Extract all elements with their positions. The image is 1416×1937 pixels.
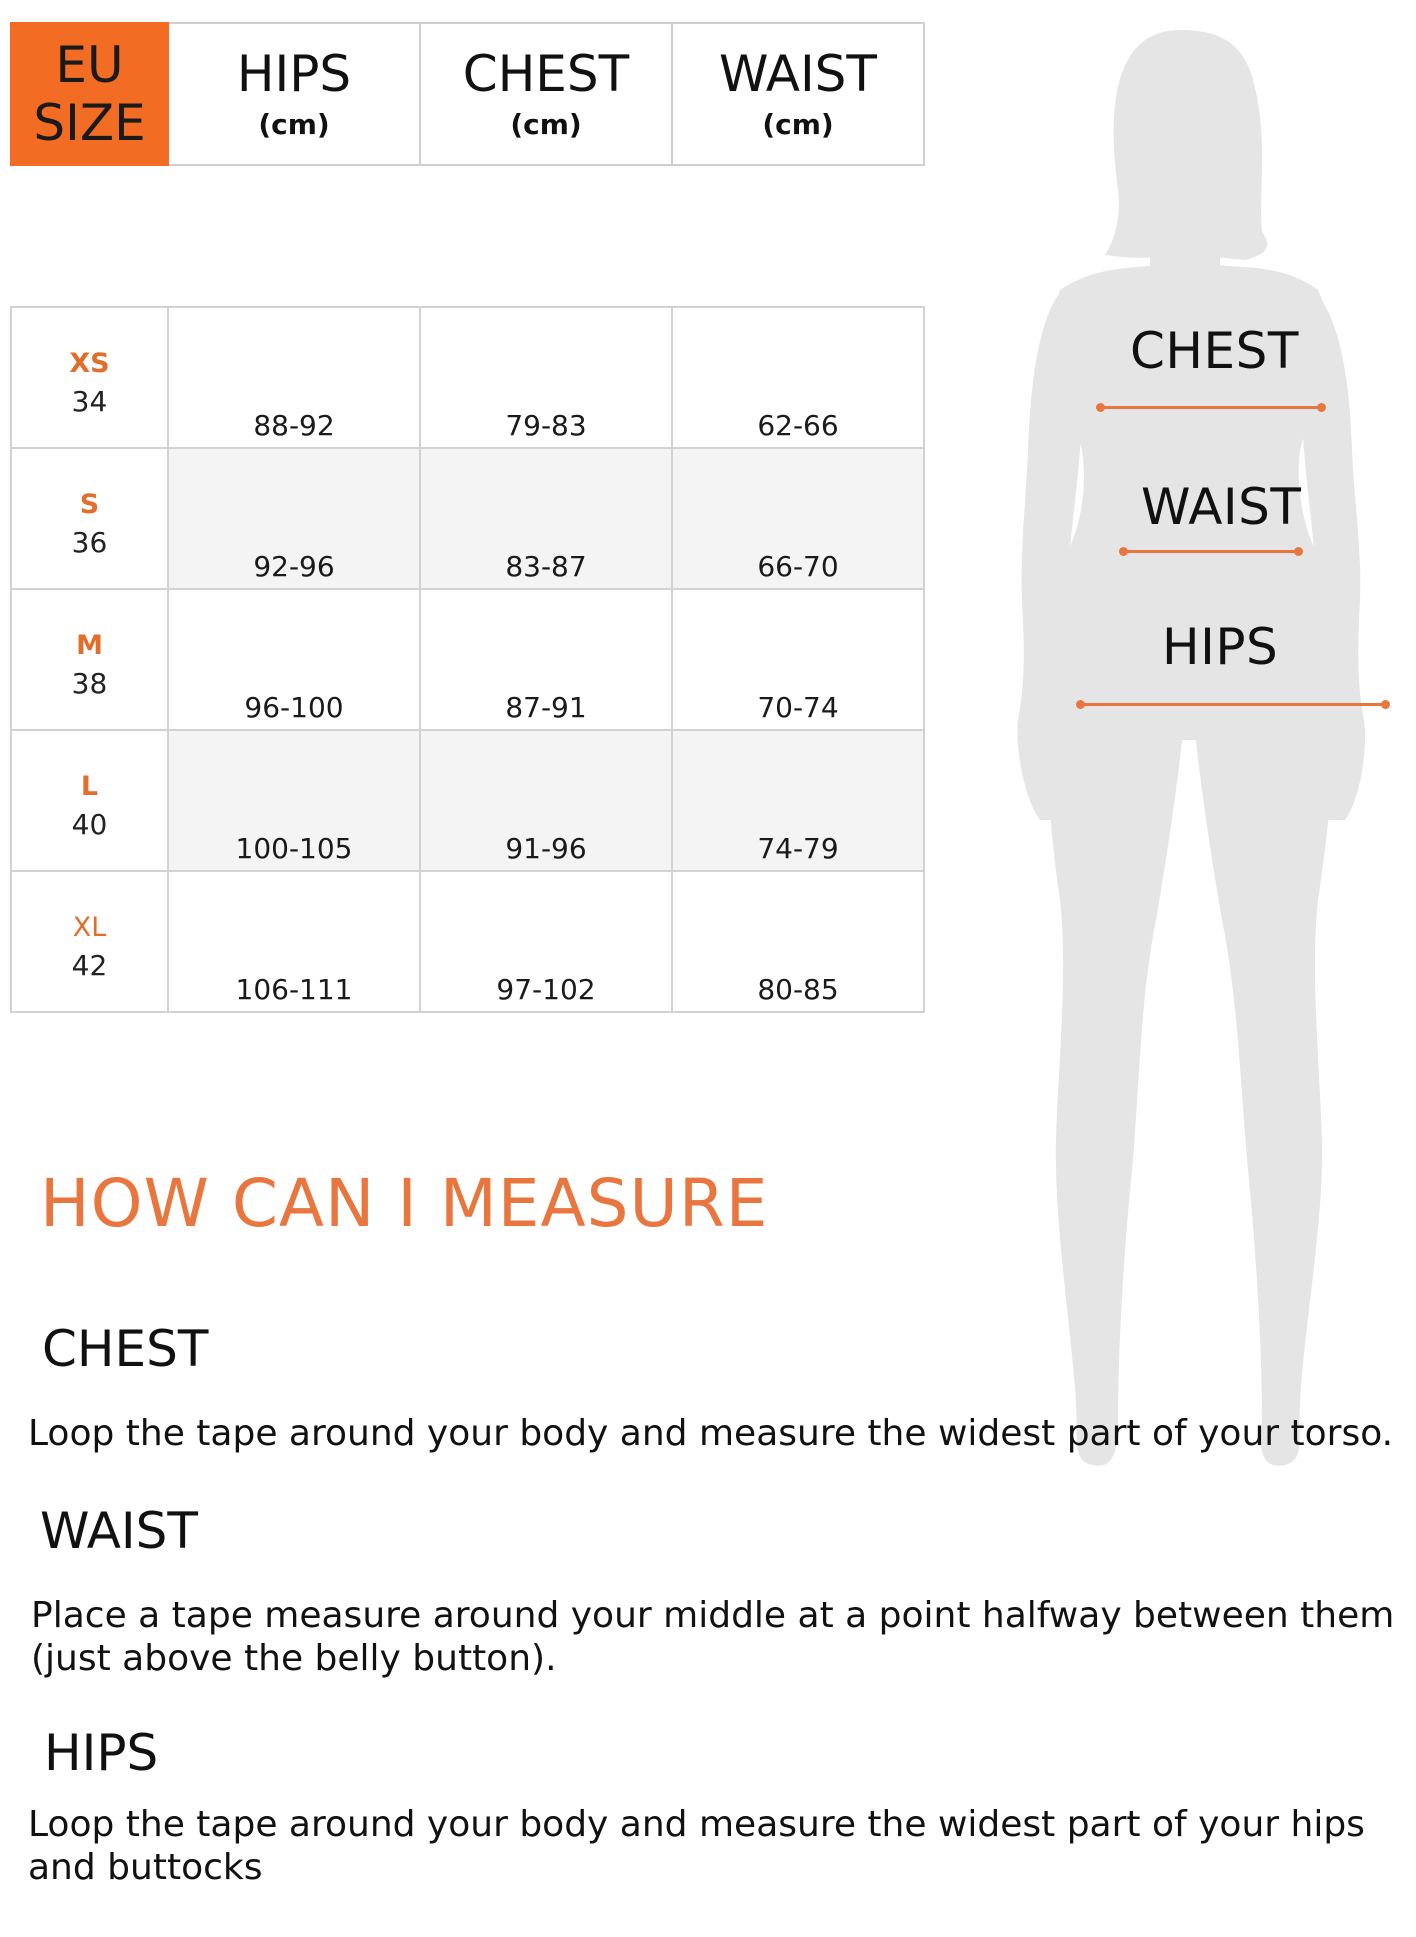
hips-header [168,23,420,165]
waist-value: 80-85 [757,973,839,1006]
hips-heading: HIPS [44,1724,159,1782]
eu-number: 42 [71,948,108,982]
hips-header-unit: (cm) [258,108,330,141]
hips-instructions-line1: Loop the tape around your body and measure the widest part of your hips [28,1804,1365,1845]
waist-value: 74-79 [757,832,839,865]
eu-number: 38 [71,666,108,700]
size-code: XL [72,911,107,943]
hips-cell [168,871,420,1012]
waist-cell [672,589,924,730]
waist-instructions-line2: (just above the belly button). [31,1638,557,1679]
size-cell [11,871,168,1012]
chest-instructions: Loop the tape around your body and measure the widest part of your torso. [28,1413,1394,1454]
hips-header-title: HIPS [236,45,352,103]
chest-header [420,23,672,165]
chest-value: 79-83 [505,409,587,442]
chest-heading: CHEST [42,1320,209,1378]
table-row [11,448,924,589]
hips-cell [168,448,420,589]
eu-number: 36 [71,525,108,559]
size-table [10,306,925,1013]
waist-header [672,23,924,165]
waist-header-title: WAIST [719,45,877,103]
waist-instructions-line1: Place a tape measure around your middle at a point halfway between them [31,1595,1395,1636]
eu-number: 40 [71,807,108,841]
waist-cell [672,730,924,871]
waist-value: 70-74 [757,691,839,724]
chest-cell [420,448,672,589]
waist-header-unit: (cm) [762,108,834,141]
body-silhouette [1000,20,1416,1480]
hips-cell [168,307,420,448]
table-row [11,730,924,871]
eu-size-line1: EU [55,36,124,94]
waist-heading: WAIST [40,1502,198,1560]
waist-value: 66-70 [757,550,839,583]
size-cell [11,589,168,730]
hips-instructions-line2: and buttocks [28,1847,263,1888]
chest-header-unit: (cm) [510,108,582,141]
waist-cell [672,307,924,448]
chest-cell [420,589,672,730]
eu-size-header [11,23,168,165]
chest-measure-line [1100,406,1322,409]
hips-value: 88-92 [253,409,335,442]
figure-hips-label: HIPS [1162,618,1279,676]
table-row [11,307,924,448]
figure-chest-label: CHEST [1130,322,1299,380]
chest-header-title: CHEST [462,45,630,103]
size-code: L [80,770,99,802]
size-cell [11,730,168,871]
chest-value: 87-91 [505,691,587,724]
waist-cell [672,871,924,1012]
hips-value: 100-105 [235,832,353,865]
figure-waist-label: WAIST [1141,478,1302,536]
table-row [11,871,924,1012]
chest-cell [420,307,672,448]
eu-size-line2: SIZE [33,94,146,152]
waist-value: 62-66 [757,409,839,442]
chest-cell [420,730,672,871]
hips-value: 96-100 [244,691,344,724]
waist-cell [672,448,924,589]
size-code: S [79,488,100,520]
eu-number: 34 [71,384,108,418]
size-table-header [10,22,925,166]
table-row [11,589,924,730]
size-code: XS [69,347,110,379]
size-cell [11,448,168,589]
size-code: M [76,629,103,661]
chest-value: 97-102 [496,973,596,1006]
hips-cell [168,589,420,730]
silhouette-icon [1000,20,1416,1480]
hips-value: 92-96 [253,550,335,583]
hips-measure-line [1080,703,1386,706]
waist-measure-line [1123,550,1299,553]
hips-cell [168,730,420,871]
chest-value: 91-96 [505,832,587,865]
how-to-measure-title: HOW CAN I MEASURE [40,1165,769,1242]
size-cell [11,307,168,448]
chest-cell [420,871,672,1012]
hips-value: 106-111 [235,973,353,1006]
chest-value: 83-87 [505,550,587,583]
